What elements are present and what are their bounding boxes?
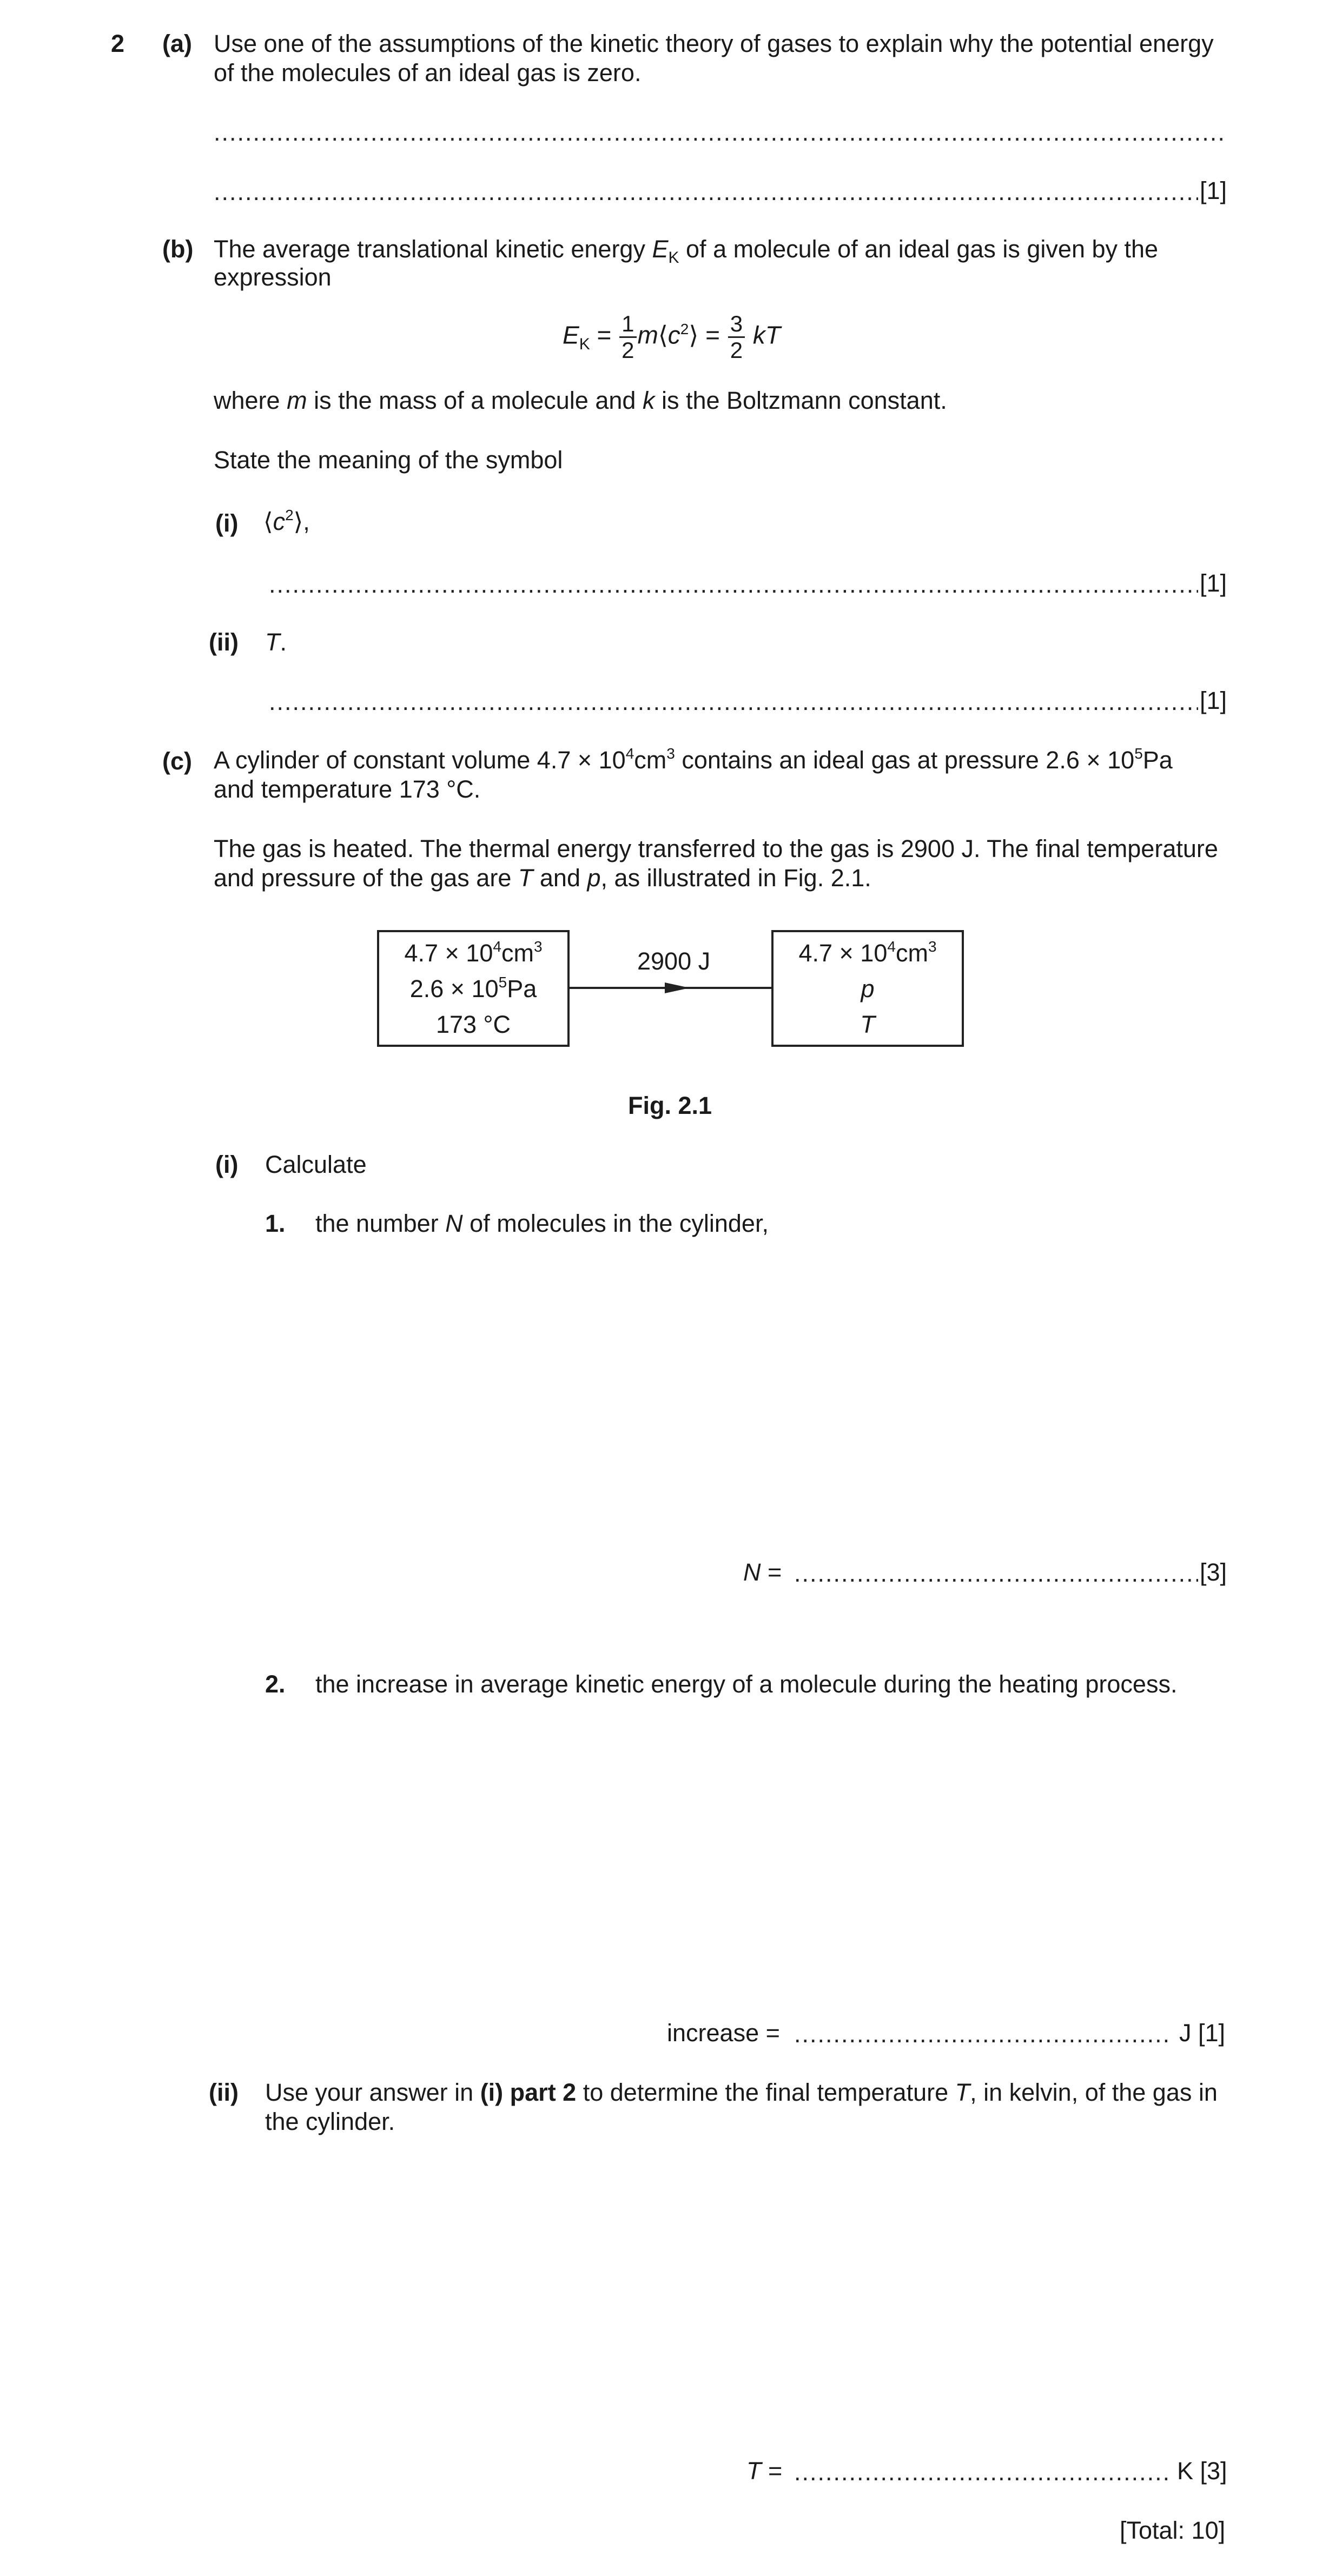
item-2-unit-mark: J [1] [1179, 2019, 1226, 2047]
answer-n-label: N = [743, 1558, 782, 1586]
part-a-mark: [1] [1200, 177, 1227, 204]
part-b-where: where m is the mass of a molecule and k is the Boltzmann constant. [214, 387, 947, 414]
part-b-i-mark: [1] [1200, 569, 1227, 597]
part-b-state: State the meaning of the symbol [214, 446, 563, 474]
answer-line-t[interactable] [794, 2460, 1173, 2484]
answer-line-n[interactable] [794, 1561, 1198, 1585]
question-number: 2 [111, 30, 125, 57]
answer-line-a-2[interactable] [214, 180, 1198, 204]
part-b-line-1: The average translational kinetic energy $E_K$ of a molecule of an ideal gas is given by the [214, 235, 1159, 267]
part-c-label: (c) [162, 747, 192, 775]
answer-line-increase[interactable] [794, 2022, 1173, 2046]
part-b-ii-label: (ii) [209, 628, 239, 656]
final-volume: $4.7 \times 10^4cm^3$ [798, 938, 937, 967]
part-c-p2-line-2: and pressure of the gas are T and p, as illustrated in Fig. 2.1. [214, 864, 871, 892]
part-b-i-symbol: $⟨c^2⟩$, [263, 507, 310, 535]
part-b-label: (b) [162, 235, 194, 263]
heat-transfer-label: 2900 J [637, 947, 711, 975]
initial-pressure: $2.6 \times 10^5Pa$ [409, 974, 537, 1002]
part-b-ii-symbol: T. [265, 628, 287, 656]
item-2-number: 2. [265, 1670, 286, 1698]
fraction-half: $\frac{1}{2}$ [619, 313, 636, 362]
item-1-mark: [3] [1200, 1558, 1227, 1586]
final-pressure: p [861, 975, 875, 1002]
part-c-ii-unit-mark: K [3] [1177, 2457, 1227, 2485]
ek-equation: $E_K$ = $\frac{1}{2}$ $m⟨c^2⟩$ = $\frac{3}{2}$ kT [563, 311, 781, 363]
part-c-p2-line-1: The gas is heated. The thermal energy transferred to the gas is 2900 J. The final temperature [214, 835, 1218, 862]
final-temperature: T [860, 1011, 875, 1038]
item-2-text: the increase in average kinetic energy of a molecule during the heating process. [315, 1670, 1178, 1698]
final-state-box [771, 930, 964, 1047]
part-c-ii-line-1: Use your answer in (i) part 2 to determine the final temperature T, in kelvin, of the gas in [265, 2079, 1218, 2106]
part-c-p1-line-1: A cylinder of constant volume $4.7 \times 10^4cm^3$ contains an ideal gas at pressure $2.6 \times 10^5Pa$ [214, 745, 1173, 774]
figure-caption: Fig. 2.1 [628, 1092, 712, 1119]
answer-increase-label: increase = [667, 2019, 780, 2047]
part-b-ii-mark: [1] [1200, 687, 1227, 714]
answer-line-a-1[interactable] [214, 120, 1226, 144]
answer-t-label: T = [746, 2457, 783, 2485]
total-marks: [Total: 10] [1120, 2517, 1226, 2544]
answer-line-b-ii[interactable] [269, 689, 1198, 714]
part-c-p1-line-2: and temperature 173 °C. [214, 775, 481, 803]
part-a-line-1: Use one of the assumptions of the kinetic theory of gases to explain why the potential energy [214, 30, 1214, 57]
initial-state-box [377, 930, 570, 1047]
part-a-label: (a) [162, 30, 192, 57]
part-c-ii-line-2: the cylinder. [265, 2108, 395, 2135]
part-c-i-label: (i) [215, 1151, 239, 1178]
part-a-line-2: of the molecules of an ideal gas is zero. [214, 59, 642, 87]
initial-volume: $4.7 \times 10^4cm^3$ [404, 938, 543, 967]
heat-transfer-arrow [570, 979, 774, 1000]
part-c-i-text: Calculate [265, 1151, 367, 1178]
part-b-i-label: (i) [215, 509, 239, 537]
initial-temperature: 173 °C [435, 1011, 511, 1038]
item-1-text: the number N of molecules in the cylinder, [315, 1210, 769, 1237]
fraction-three-halves: $\frac{3}{2}$ [728, 313, 745, 362]
answer-line-b-i[interactable] [269, 572, 1198, 596]
item-1-number: 1. [265, 1210, 286, 1237]
part-b-line-2: expression [214, 263, 332, 291]
part-c-ii-label: (ii) [209, 2079, 239, 2106]
